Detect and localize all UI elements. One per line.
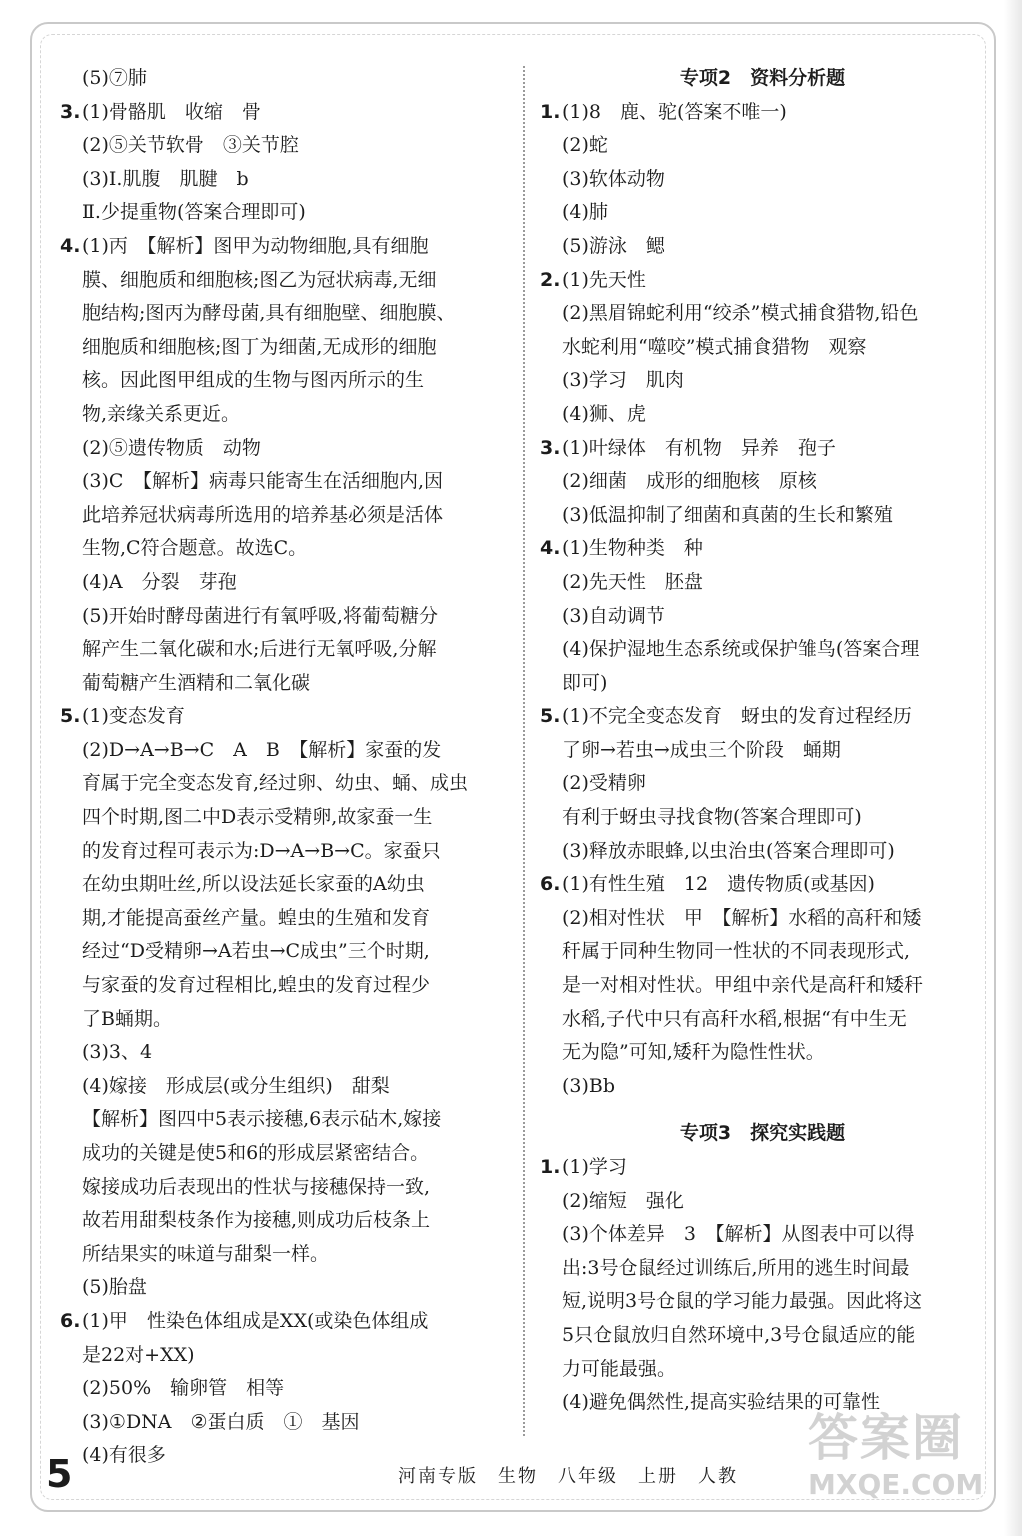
- answer-line: [60, 935, 500, 969]
- question-number: 5.: [540, 705, 561, 728]
- answer-text: (1)丙 【解析】图甲为动物细胞,具有细胞: [82, 234, 429, 257]
- page-number: 5: [46, 1452, 73, 1496]
- answer-text: (2)相对性状 甲 【解析】水稻的高秆和矮: [562, 906, 922, 929]
- answer-line: [60, 902, 500, 936]
- answer-text: 【解析】图四中5表示接穗,6表示砧木,嫁接: [82, 1108, 442, 1131]
- question-number: 6.: [540, 873, 561, 896]
- answer-text: 故若用甜梨枝条作为接穗,则成功后枝条上: [82, 1209, 431, 1232]
- answer-line: [60, 835, 500, 869]
- section-gap: [540, 1103, 985, 1117]
- answer-line: [540, 600, 985, 634]
- answer-text: 嫁接成功后表现出的性状与接穗保持一致,: [82, 1175, 431, 1198]
- answer-text: (1)不完全变态发育 蚜虫的发育过程经历: [562, 705, 912, 728]
- answer-text: (4)嫁接 形成层(或分生组织) 甜梨: [82, 1074, 390, 1097]
- answer-line: [540, 667, 985, 701]
- answer-line: [540, 465, 985, 499]
- answer-text: (3)自动调节: [562, 604, 665, 627]
- answer-line: [60, 532, 500, 566]
- answer-text: (4)避免偶然性,提高实验结果的可靠性: [562, 1391, 880, 1414]
- answer-line: [540, 230, 985, 264]
- answer-text: 胞结构;图丙为酵母菌,具有细胞壁、细胞膜、: [82, 302, 456, 325]
- answer-text: 经过“D受精卵→A若虫→C成虫”三个时期,: [82, 940, 430, 963]
- answer-line: [540, 1003, 985, 1037]
- answer-line: [540, 1070, 985, 1104]
- question-line: [540, 432, 985, 466]
- answer-line: [60, 1036, 500, 1070]
- answer-line: [60, 1137, 500, 1171]
- answer-line: [60, 667, 500, 701]
- answer-text: 秆属于同种生物同一性状的不同表现形式,: [562, 940, 911, 963]
- answer-line: [60, 499, 500, 533]
- answer-line: [60, 801, 500, 835]
- question-line: [540, 264, 985, 298]
- answer-text: (4)狮、虎: [562, 402, 646, 425]
- answer-line: [540, 801, 985, 835]
- answer-text: (5)⑦肺: [82, 67, 147, 89]
- answer-text: (3)学习 肌肉: [562, 369, 684, 392]
- answer-line: [60, 1406, 500, 1440]
- answer-text: (2)⑤关节软骨 ③关节腔: [82, 134, 299, 157]
- answer-text: 的发育过程可表示为:D→A→B→C。家蚕只: [82, 839, 441, 862]
- answer-text: 有利于蚜虫寻找食物(答案合理即可): [562, 806, 862, 829]
- answer-line: [540, 935, 985, 969]
- answer-line: [540, 499, 985, 533]
- answer-line: [60, 1339, 500, 1373]
- answer-text: 水稻,子代中只有高秆水稻,根据“有中生无: [562, 1007, 907, 1030]
- answer-text: (1)变态发育: [82, 705, 185, 728]
- answer-line: [60, 566, 500, 600]
- answer-text: (1)先天性: [562, 268, 646, 291]
- answer-text: (1)有性生殖 12 遗传物质(或基因): [562, 873, 875, 896]
- answer-line: [60, 331, 500, 365]
- answer-text: 了B蛹期。: [82, 1007, 172, 1030]
- answer-text: (4)肺: [562, 201, 608, 224]
- question-line: [540, 1151, 985, 1185]
- footer-edition: 河南专版 生物 八年级 上册 人教: [398, 1466, 738, 1487]
- answer-text: (2)受精卵: [562, 772, 646, 795]
- answer-text: Ⅱ.少提重物(答案合理即可): [82, 201, 306, 224]
- question-number: 6.: [60, 1309, 81, 1332]
- answer-text: 出:3号仓鼠经过训练后,所用的逃生时间最: [562, 1256, 910, 1279]
- answer-text: (3)①DNA ②蛋白质 ① 基因: [82, 1410, 360, 1433]
- answer-text: (3)Bb: [562, 1074, 616, 1097]
- answer-line: [540, 364, 985, 398]
- answer-text: (4)保护湿地生态系统或保护雏鸟(答案合理: [562, 638, 920, 661]
- answer-line: [540, 969, 985, 1003]
- answer-line: [540, 163, 985, 197]
- answer-text: (4)有很多: [82, 1444, 166, 1467]
- watermark-bottom: MXQE.COM: [808, 1468, 984, 1501]
- answer-text: (2)⑤遗传物质 动物: [82, 436, 261, 459]
- answer-text: 核。因此图甲组成的生物与图丙所示的生: [82, 369, 425, 392]
- answer-line: [540, 902, 985, 936]
- answer-text: 水蛇利用“噬咬”模式捕食猎物 观察: [562, 335, 867, 358]
- answer-line: [60, 1171, 500, 1205]
- question-number: 1.: [540, 100, 561, 123]
- question-line: [540, 532, 985, 566]
- answer-line: [60, 264, 500, 298]
- watermark-top: 答案圈: [808, 1409, 964, 1467]
- watermark-logo: [808, 1408, 1008, 1528]
- answer-text: (3)C 【解析】病毒只能寄生在活细胞内,因: [82, 470, 443, 493]
- question-number: 1.: [540, 1156, 561, 1178]
- answer-line: [540, 1319, 985, 1353]
- answer-text: (5)胎盘: [82, 1276, 147, 1299]
- answer-text: (2)先天性 胚盘: [562, 570, 703, 593]
- answer-text: (2)50% 输卵管 相等: [82, 1377, 285, 1400]
- answer-text: 即可): [562, 671, 608, 694]
- section-title: 专项3 探究实践题: [679, 1122, 846, 1145]
- answer-line: [60, 1372, 500, 1406]
- answer-line: [540, 196, 985, 230]
- answer-text: 是一对相对性状。甲组中亲代是高秆和矮秆: [562, 974, 924, 997]
- question-number: 4.: [540, 537, 561, 560]
- answer-text: 解产生二氧化碳和水;后进行无氧呼吸,分解: [82, 638, 437, 661]
- answer-text: (1)生物种类 种: [562, 537, 703, 560]
- answer-text: (1)叶绿体 有机物 异养 孢子: [562, 436, 836, 459]
- answer-text: (5)开始时酵母菌进行有氧呼吸,将葡萄糖分: [82, 604, 438, 627]
- answer-line: [540, 1185, 985, 1219]
- answer-line: [60, 364, 500, 398]
- answer-line: [60, 1238, 500, 1272]
- question-number: 3.: [540, 436, 561, 459]
- answer-line: [60, 465, 500, 499]
- answer-text: 成功的关键是使5和6的形成层紧密结合。: [82, 1142, 430, 1164]
- answer-text: 此培养冠状病毒所选用的培养基必须是活体: [82, 503, 444, 526]
- answer-text: (3)低温抑制了细菌和真菌的生长和繁殖: [562, 503, 893, 526]
- answer-line: [60, 1204, 500, 1238]
- question-line: [540, 96, 985, 130]
- answer-line: [540, 1353, 985, 1387]
- answer-text: 了卵→若虫→成虫三个阶段 蛹期: [562, 738, 841, 761]
- answer-text: 四个时期,图二中D表示受精卵,故家蚕一生: [82, 806, 433, 829]
- answer-text: 物,亲缘关系更近。: [82, 402, 241, 425]
- answer-text: 短,说明3号仓鼠的学习能力最强。因此将这: [562, 1290, 923, 1313]
- question-line: [60, 96, 500, 130]
- answer-line: [60, 1271, 500, 1305]
- answer-text: (4)A 分裂 芽孢: [82, 570, 237, 593]
- section-title: 专项2 资料分析题: [679, 67, 846, 89]
- answer-line: [60, 297, 500, 331]
- question-number: 5.: [60, 705, 81, 728]
- answer-line: [60, 398, 500, 432]
- answer-text: 膜、细胞质和细胞核;图乙为冠状病毒,无细: [82, 268, 437, 291]
- answer-text: (2)黑眉锦蛇利用“绞杀”模式捕食猎物,铅色: [562, 302, 919, 325]
- answer-text: 生物,C符合题意。故选C。: [82, 537, 308, 560]
- answer-line: [540, 1252, 985, 1286]
- answer-line: [60, 969, 500, 1003]
- answer-line: [540, 767, 985, 801]
- answer-text: 5只仓鼠放归自然环境中,3号仓鼠适应的能: [562, 1323, 916, 1346]
- answer-line: [540, 297, 985, 331]
- answer-text: (5)游泳 鳃: [562, 234, 665, 257]
- answer-line: [540, 398, 985, 432]
- answer-text: (1)8 鹿、驼(答案不唯一): [562, 100, 787, 123]
- answer-text: 育属于完全变态发育,经过卵、幼虫、蛹、成虫: [82, 772, 469, 795]
- answer-line: [60, 1070, 500, 1104]
- answer-text: 是22对+XX): [82, 1343, 195, 1366]
- answer-line: [540, 1285, 985, 1319]
- answer-line: [60, 163, 500, 197]
- question-line: [540, 868, 985, 902]
- answer-text: (2)缩短 强化: [562, 1189, 684, 1212]
- answer-text: 与家蚕的发育过程相比,蝗虫的发育过程少: [82, 974, 431, 997]
- answer-line: [60, 432, 500, 466]
- answer-line: [60, 62, 500, 96]
- answer-line: [60, 600, 500, 634]
- answer-line: [540, 633, 985, 667]
- answer-line: [60, 633, 500, 667]
- answer-line: [60, 767, 500, 801]
- answer-line: [540, 331, 985, 365]
- answer-text: (3)个体差异 3 【解析】从图表中可以得: [562, 1223, 915, 1246]
- answer-text: 无为隐”可知,矮秆为隐性性状。: [562, 1041, 825, 1064]
- question-number: 2.: [540, 268, 561, 291]
- answer-line: [540, 1036, 985, 1070]
- answer-text: (3)Ⅰ.肌腹 肌腱 b: [82, 167, 249, 190]
- question-line: [540, 700, 985, 734]
- answer-line: [60, 129, 500, 163]
- answer-line: [60, 868, 500, 902]
- answer-line: [60, 734, 500, 768]
- answer-text: (2)细菌 成形的细胞核 原核: [562, 470, 817, 493]
- question-line: [60, 1305, 500, 1339]
- answer-text: (2)D→A→B→C A B 【解析】家蚕的发: [82, 738, 442, 761]
- page-edge-shadow: [1004, 0, 1022, 1536]
- answer-text: (1)学习: [562, 1156, 627, 1178]
- answer-line: [540, 835, 985, 869]
- answer-line: [540, 1218, 985, 1252]
- left-column: [60, 62, 500, 1473]
- column-divider: [523, 66, 525, 1436]
- answer-line: [60, 1003, 500, 1037]
- answer-text: 力可能最强。: [562, 1357, 677, 1380]
- answer-text: (1)甲 性染色体组成是XX(或染色体组成: [82, 1309, 429, 1332]
- answer-line: [540, 566, 985, 600]
- answer-text: 在幼虫期吐丝,所以设法延长家蚕的A幼虫: [82, 873, 425, 896]
- right-column: [540, 62, 985, 1420]
- answer-text: 所结果实的味道与甜梨一样。: [82, 1242, 330, 1265]
- answer-text: (1)骨骼肌 收缩 骨: [82, 100, 261, 123]
- answer-text: (3)释放赤眼蜂,以虫治虫(答案合理即可): [562, 839, 895, 862]
- answer-line: [540, 734, 985, 768]
- answer-text: 细胞质和细胞核;图丁为细菌,无成形的细胞: [82, 335, 437, 358]
- answer-text: (3)软体动物: [562, 167, 665, 190]
- answer-text: 葡萄糖产生酒精和二氧化碳: [82, 671, 311, 694]
- answer-line: [540, 129, 985, 163]
- answer-text: (3)3、4: [82, 1041, 153, 1064]
- question-line: [60, 700, 500, 734]
- answer-line: [60, 1103, 500, 1137]
- answer-line: [60, 196, 500, 230]
- answer-text: (2)蛇: [562, 134, 608, 157]
- question-number: 4.: [60, 234, 81, 257]
- question-line: [60, 230, 500, 264]
- question-number: 3.: [60, 100, 81, 123]
- answer-text: 期,才能提高蚕丝产量。蝗虫的生殖和发育: [82, 906, 431, 929]
